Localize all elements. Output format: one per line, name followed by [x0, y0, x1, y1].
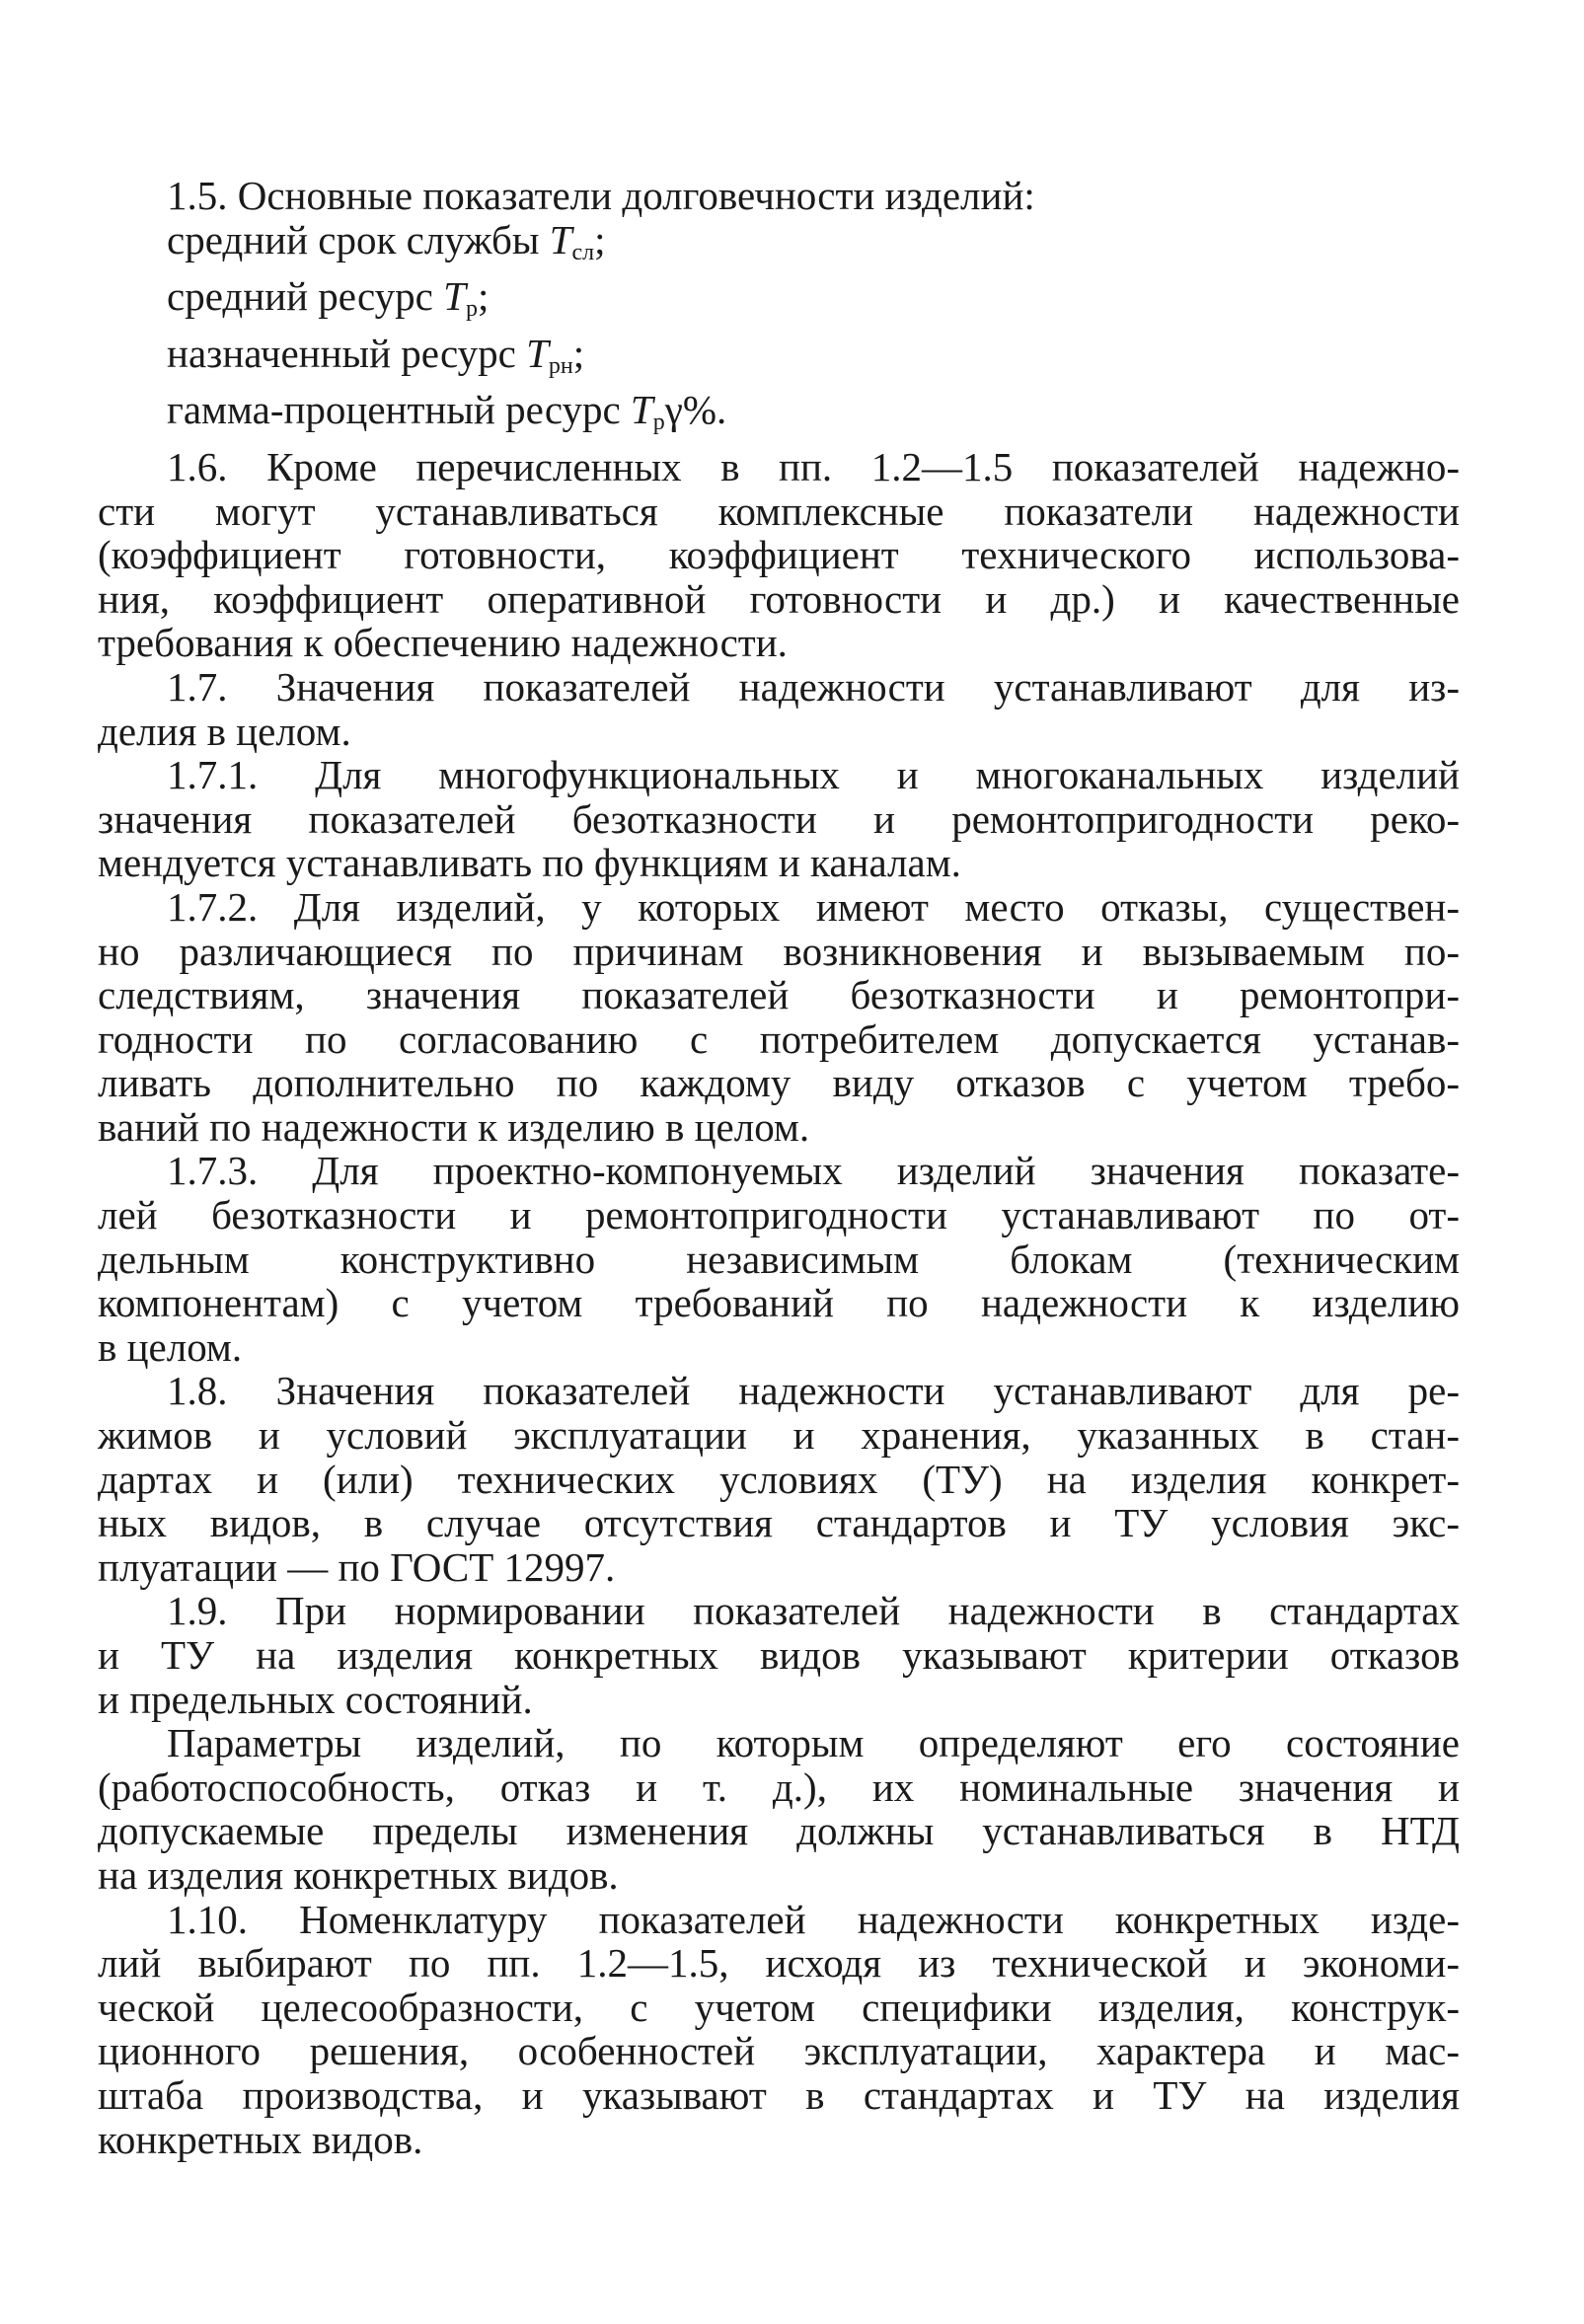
text-line: мендуется устанавливать по функциям и каналам. [98, 840, 961, 886]
text-line: допускаемые пределы изменения должны устанавливаться в НТД [98, 1808, 1460, 1854]
text-line: (работоспособность, отказ и т. д.), их номинальные значения и [98, 1763, 1460, 1810]
text-line: но различающиеся по причинам возникновения и вызываемым по- [98, 928, 1460, 974]
text-line: 1.7.2. Для изделий, у которых имеют место отказы, существен- [167, 883, 1460, 930]
symbol-t: T [630, 387, 653, 433]
paragraph-p1-7-2 [98, 885, 1460, 1150]
symbol-subscript: сл [571, 239, 595, 265]
text-line: сти могут устанавливаться комплексные показатели надежности [98, 487, 1460, 534]
text-line: на изделия конкретных видов. [98, 1851, 619, 1898]
text-line: средний ресурс $T_р$; [167, 273, 490, 323]
text-line: ных видов, в случае отсутствия стандартов и ТУ условия экс- [98, 1500, 1460, 1546]
text-line: конкретных видов. [98, 2116, 423, 2162]
text-line: гамма-процентный ресурс $T_р\gamma\%$. [167, 387, 727, 436]
symbol-t: T [443, 273, 466, 320]
text-line: назначенный ресурс $T_{рн}$; [167, 330, 585, 379]
symbol-t: T [526, 330, 549, 376]
text-line: средний срок службы $T_{сл}$; [167, 216, 606, 265]
text-line: ваний по надежности к изделию в целом. [98, 1103, 810, 1150]
document-page [98, 174, 1460, 2161]
text-line: годности по согласованию с потребителем допускается устанав- [98, 1015, 1460, 1062]
text-line: лий выбирают по пп. 1.2—1.5, исходя из технической и экономи- [98, 1940, 1460, 1987]
text-line: и ТУ на изделия конкретных видов указывают критерии отказов [98, 1632, 1460, 1678]
symbol-subscript: рн [548, 352, 573, 379]
text-line: значения показателей безотказности и ремонтопригодности реко- [98, 795, 1460, 842]
paragraph-p1-7-3 [98, 1149, 1460, 1369]
text-line: дельным конструктивно независимым блокам (техническим [98, 1236, 1460, 1282]
text-line: жимов и условий эксплуатации и хранения, указанных в стан- [98, 1412, 1460, 1459]
symbol-subscript: р [465, 296, 478, 323]
text-line: 1.8. Значения показателей надежности устанавливают для ре- [167, 1368, 1460, 1414]
text-line: 1.5. Основные показатели долговечности изделий: [167, 173, 1035, 218]
text-line: Параметры изделий, по которым определяют его состояние [167, 1720, 1460, 1766]
text-line: ливать дополнительно по каждому виду отказов с учетом требо- [98, 1060, 1460, 1106]
paragraph-p1-9 [98, 1589, 1460, 1721]
text-line: 1.10. Номенклатуру показателей надежности конкретных изде- [167, 1896, 1460, 1942]
text-line: (коэффициент готовности, коэффициент технического использова- [98, 532, 1460, 578]
text-line: компонентам) с учетом требований по надежности к изделию [98, 1280, 1460, 1326]
symbol-subscript: р [652, 410, 665, 436]
text-line: делия в целом. [98, 708, 351, 754]
text-line: 1.6. Кроме перечисленных в пп. 1.2—1.5 показателей надежно- [167, 443, 1460, 489]
text-line: дартах и (или) технических условиях (ТУ) на изделия конкрет- [98, 1456, 1460, 1502]
text-line: ционного решения, особенностей эксплуатации, характера и мас- [98, 2028, 1460, 2074]
paragraph-p1-10 [98, 1898, 1460, 2162]
paragraph-p1-8 [98, 1369, 1460, 1589]
text-line: требования к обеспечению надежности. [98, 620, 788, 666]
paragraph-p1-6 [98, 445, 1460, 665]
paragraph-p1-7 [98, 665, 1460, 753]
text-line: 1.7. Значения показателей надежности устанавливают для из- [167, 663, 1460, 710]
text-line: 1.7.3. Для проектно-компонуемых изделий значения показате- [167, 1148, 1460, 1194]
text-line: ния, коэффициент оперативной готовности и др.) и качественные [98, 575, 1460, 622]
text-line: 1.7.1. Для многофункциональных и многоканальных изделий [167, 752, 1460, 798]
text-line: штаба производства, и указывают в стандартах и ТУ на изделия [98, 2071, 1460, 2118]
paragraph-p1-7-1 [98, 753, 1460, 885]
paragraph-p1-9b [98, 1721, 1460, 1897]
text-line: 1.9. При нормировании показателей надежности в стандартах [167, 1588, 1460, 1634]
text-line: в целом. [98, 1323, 243, 1370]
text-line: и предельных состояний. [98, 1676, 533, 1722]
text-line: ческой целесообразности, с учетом специфики изделия, конструк- [98, 1984, 1460, 2030]
symbol-t: T [549, 216, 572, 262]
text-line: следствиям, значения показателей безотказности и ремонтопри- [98, 972, 1460, 1018]
text-line: лей безотказности и ремонтопригодности устанавливают по от- [98, 1192, 1460, 1238]
paragraph-p1-5 [98, 174, 1460, 445]
text-line: плуатации — по ГОСТ 12997. [98, 1543, 616, 1590]
